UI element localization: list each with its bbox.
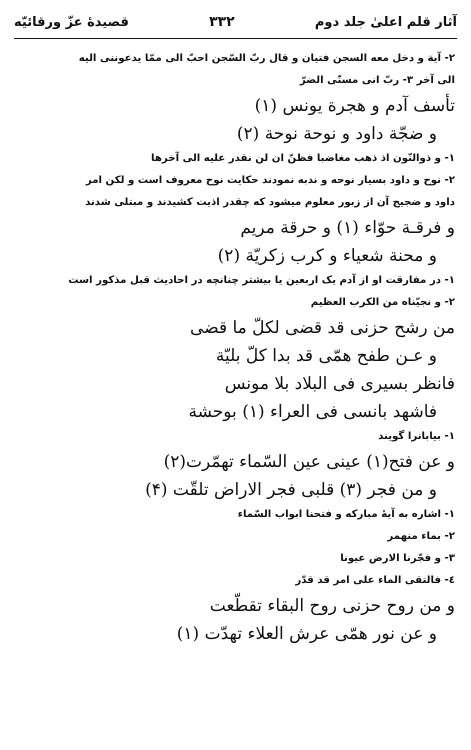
footnote-line: ۲- نوح و داود بسیار نوحه و ندبه نمودند حکایت نوح معروف است و لکن امر — [85, 175, 455, 186]
verse-line: فاشهد بانسی فی العراء (۱) بوحشة — [188, 402, 437, 422]
footnote-line: ۱- اشاره به آیهٔ مبارکه و فتحنا ابواب السّماء — [237, 509, 455, 520]
verse-line: و عن نور همّی عرش العلاء تهدّت (۱) — [176, 624, 437, 644]
footnote-line: داود و ضجیج آن از زبور معلوم میشود که چقدر اذیت کشیدند و مبتلی شدند — [85, 197, 455, 208]
page-header — [14, 8, 457, 36]
verse-line: و ضجّة داود و نوحة نوحة (۲) — [236, 124, 437, 144]
page-number: ۳۳۲ — [209, 14, 235, 30]
footnote-line: ۲- و نجیّناه من الکرب العظیم — [310, 297, 455, 308]
poem-title: قصیدهٔ عزّ ورقائیّه — [14, 14, 129, 30]
verse-line: و محنة شعیاء و کرب زکریّة (۲) — [217, 246, 437, 266]
footnote-line: ۱- بیابانرا گویند — [378, 431, 455, 442]
verse-line: و عـن طفح همّی قد بدا کلّ بلیّة — [215, 346, 437, 366]
footnote-line: ٤- فالتقی الماء علی امر قد قدّر — [295, 575, 455, 586]
verse-line: من رشح حزنی قد قضی لکلّ ما قضی — [190, 318, 455, 338]
footnote-line: ۲- بماء منهمر — [387, 531, 455, 542]
footnote-line: ۱- در مفارقت او از آدم یک اربعین یا بیشتر چنانچه در احادیث قبل مذکور است — [68, 275, 455, 286]
footnote-line: ۳- و فجّرنا الارض عیونا — [340, 553, 455, 564]
footnote-line: ۲- آیة و دخل معه السجن فتیان و قال ربّ السّجن احبّ الی ممّا یدعوننی الیه — [78, 53, 455, 64]
page-body — [16, 48, 455, 648]
header-rule — [14, 38, 457, 39]
verse-line: فانظر بسیری فی البلاد بلا مونس — [224, 374, 455, 394]
verse-line: و فرقـة حوّاء (۱) و حرقة مریم — [240, 218, 455, 238]
verse-line: تأسف آدم و هجرة یونس (۱) — [254, 96, 455, 116]
verse-line: و من فجر (۳) قلبی فجر الاراض تلقّت (۴) — [145, 480, 437, 500]
footnote-line: الی آخر ۳- ربّ انی مسنّی الضرّ — [299, 75, 455, 86]
verse-line: و من روح حزنی روح البقاء تقطّعت — [209, 596, 455, 616]
verse-line: و عن فتح(۱) عینی عین السّماء تهمّرت(۲) — [163, 452, 455, 472]
book-title: آثار قلم اعلیٰ جلد دوم — [314, 14, 457, 30]
footnote-line: ۱- و ذوالنّون اذ ذهب مغاضبا فظنّ ان لن نقدر علیه الی آخرها — [151, 153, 455, 164]
